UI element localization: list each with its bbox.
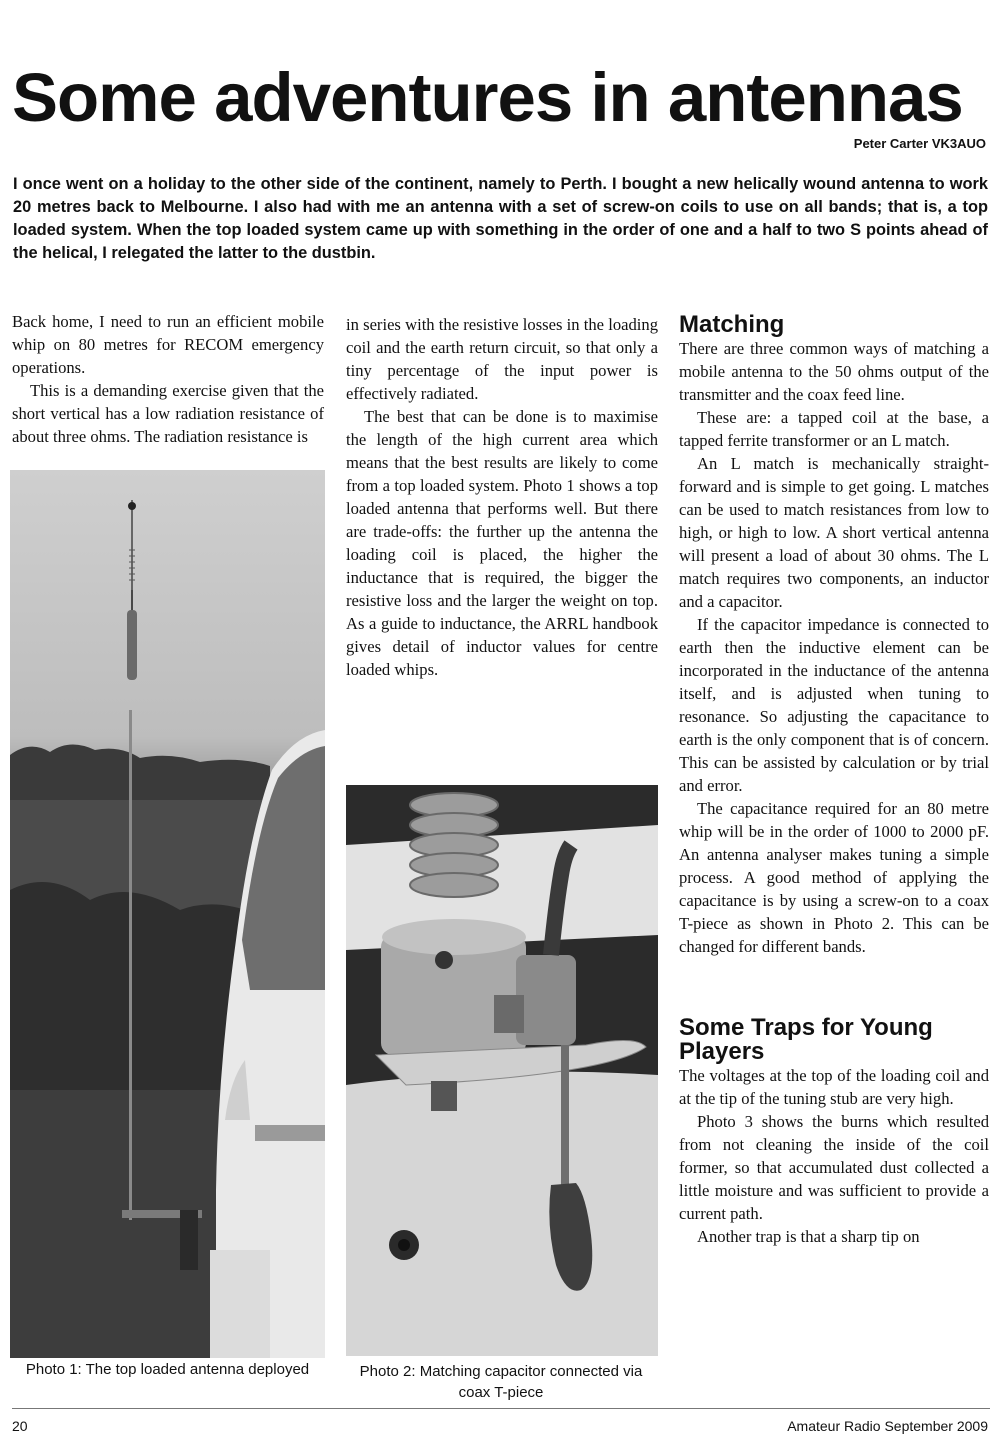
- photo-2-matching-capacitor: [346, 785, 658, 1356]
- section-heading-matching: Matching: [679, 311, 785, 338]
- body-paragraph: The best that can be done is to maximise the length of the high current area which means that the best results are likely to come from a top loaded system. Photo 1 shows a top loaded antenna that performs well. But there are trade-offs: the further up the antenna the loading coil is placed, the higher the inductance that is required, the bigger the resistive loss and the larger the weight on top. As a guide to inductance, the ARRL handbook gives detail of inductor values for centre loaded whips.: [346, 407, 658, 679]
- column-3: [679, 313, 989, 1248]
- body-paragraph: Another trap is that a sharp tip on: [697, 1227, 920, 1246]
- page-number: 20: [12, 1418, 28, 1434]
- body-paragraph: There are three common ways of matching a mobile antenna to the 50 ohms output of the transmitter and the coax feed line.: [679, 339, 989, 404]
- body-paragraph: An L match is mechanically straight-forward and is simple to get going. L matches can be used to match resistances from low to high, or high to low. A short vertical antenna will present a load of about 30 ohms. The L match requires two components, an inductor and a capacitor.: [679, 454, 989, 611]
- publication-footer: Amateur Radio September 2009: [787, 1418, 988, 1434]
- body-paragraph: Back home, I need to run an efficient mobile whip on 80 metres for RECOM emergency operations.: [12, 312, 324, 377]
- author-byline: Peter Carter VK3AUO: [853, 136, 986, 151]
- body-paragraph: The voltages at the top of the loading coil and at the tip of the tuning stub are very high.: [679, 1066, 989, 1108]
- photo-2-illustration: [346, 785, 658, 1356]
- body-paragraph: If the capacitor impedance is connected to earth then the inductive element can be incorporated in the inductance of the antenna itself, and is adjusted when tuning to resonance. So adjusting the capacitance to earth is the only component that is of concern. This can be assisted by calculation or by trial and error.: [679, 615, 989, 795]
- body-paragraph: These are: a tapped coil at the base, a tapped ferrite transformer or an L match.: [679, 408, 989, 450]
- body-paragraph: in series with the resistive losses in the loading coil and the earth return circuit, so that only a tiny percentage of the input power is effectively radiated.: [346, 315, 658, 403]
- footer-rule: [12, 1408, 990, 1409]
- column-2: [346, 313, 658, 681]
- intro-paragraph: I once went on a holiday to the other side of the continent, namely to Perth. I bought a new helically wound antenna to work 20 metres back to Melbourne. I also had with me an antenna with a set of screw-on coils to use on all bands; that is, a top loaded system. When the top loaded system came up with something in the order of one and a half to two S points ahead of the helical, I relegated the latter to the dustbin.: [13, 175, 988, 262]
- article-title: Some adventures in antennas: [12, 59, 963, 136]
- body-paragraph: Photo 3 shows the burns which resulted from not cleaning the inside of the coil former, so that accumulated dust collected a little moisture and was sufficient to provide a current path.: [679, 1112, 989, 1223]
- photo-1-caption: Photo 1: The top loaded antenna deployed: [25, 1361, 310, 1378]
- photo-1-antenna-on-van: [10, 470, 325, 1358]
- body-paragraph: This is a demanding exercise given that the short vertical has a low radiation resistance of about three ohms. The radiation resistance is: [12, 381, 324, 446]
- photo-2-caption: Photo 2: Matching capacitor connected via coax T-piece: [359, 1363, 643, 1401]
- section-heading-traps: Some Traps for Young Players: [679, 1014, 933, 1065]
- photo-1-illustration: [10, 470, 325, 1358]
- body-paragraph: The capacitance required for an 80 metre whip will be in the order of 1000 to 2000 pF. An antenna analyser makes tuning a simple process. A good method of applying the capacitance is by using a screw-on to a coax T-piece as shown in Photo 2. This can be changed for different bands.: [679, 799, 989, 956]
- column-1: [12, 310, 324, 448]
